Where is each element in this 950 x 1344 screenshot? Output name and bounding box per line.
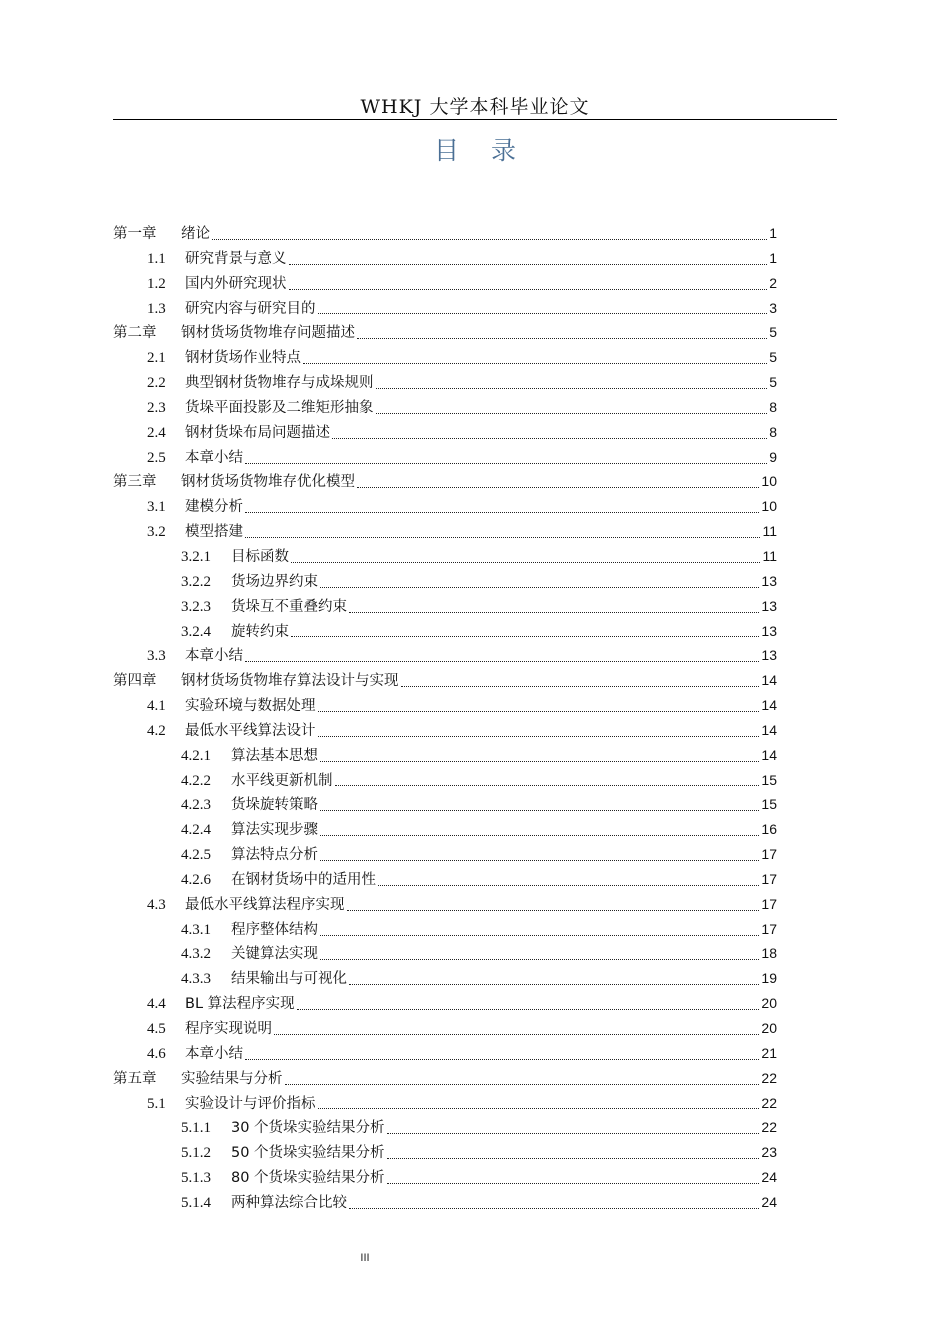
dot-leader (318, 736, 760, 737)
page-number: III (360, 1252, 370, 1264)
dot-leader (320, 860, 759, 861)
toc-entry-title: 实验结果与分析 (181, 1070, 283, 1087)
toc-entry-number: 3.2 (147, 524, 166, 541)
toc-entry-page: 10 (761, 473, 777, 490)
toc-entry-title: 研究内容与研究目的 (185, 300, 316, 317)
toc-entry-page: 20 (761, 1020, 777, 1036)
toc-entry-title: 钢材货场货物堆存算法设计与实现 (181, 673, 399, 690)
dot-leader (297, 1009, 760, 1010)
toc-entry-title: 钢材货垛布局问题描述 (185, 424, 330, 441)
toc-entry-number: 3.3 (147, 648, 166, 665)
toc-entry-page: 11 (762, 547, 777, 564)
toc-entry-number: 第五章 (113, 1070, 157, 1087)
toc-entry[interactable] (113, 867, 777, 892)
toc-entry-title: 国内外研究现状 (185, 275, 287, 292)
toc-entry-title: 水平线更新机制 (231, 772, 333, 789)
toc-entry-title: 算法实现步骤 (231, 822, 318, 839)
toc-entry-page: 8 (769, 423, 777, 440)
toc-entry[interactable] (113, 271, 777, 296)
toc-entry-page: 13 (761, 647, 777, 664)
dot-leader (320, 935, 759, 936)
toc-entry-number: 5.1 (147, 1095, 166, 1112)
toc-entry-title: 钢材货场货物堆存问题描述 (181, 325, 355, 342)
toc-entry-title: 货垛旋转策略 (231, 797, 318, 814)
toc-entry-title: 旋转约束 (231, 623, 289, 640)
toc-entry-title: 本章小结 (185, 449, 243, 466)
toc-entry-title: 绪论 (181, 226, 210, 242)
toc-entry-number: 4.3.3 (181, 971, 211, 988)
toc-entry-number: 3.2.3 (181, 598, 211, 615)
toc-entry[interactable] (113, 768, 777, 793)
toc-entry-page: 2 (769, 274, 777, 291)
toc-entry-number: 4.2.2 (181, 772, 211, 789)
toc-entry-page: 21 (761, 1044, 777, 1061)
toc-entry[interactable] (113, 966, 777, 991)
dot-leader (285, 1084, 760, 1085)
dot-leader (357, 487, 759, 488)
toc-entry[interactable] (113, 817, 777, 842)
toc-entry[interactable] (113, 544, 777, 569)
dot-leader (349, 984, 759, 985)
toc-entry-page: 22 (761, 1094, 777, 1111)
toc-entry-page: 14 (761, 746, 777, 763)
toc-entry-number: 2.3 (147, 399, 166, 416)
toc-entry-number: 第四章 (113, 673, 157, 690)
toc-entry-title: 关键算法实现 (231, 946, 318, 963)
dot-leader (387, 1158, 760, 1159)
toc-entry-number: 4.2.1 (181, 747, 211, 764)
table-of-contents (113, 221, 777, 1215)
toc-entry-title: 本章小结 (185, 648, 243, 665)
dot-leader (318, 1108, 760, 1109)
toc-entry-page: 22 (761, 1119, 777, 1136)
toc-entry-number: 5.1.4 (181, 1194, 211, 1211)
toc-entry-title: 程序实现说明 (185, 1021, 272, 1037)
toc-entry-number: 4.2.3 (181, 797, 211, 814)
toc-entry-page: 5 (769, 374, 777, 391)
toc-entry-number: 5.1.2 (181, 1145, 211, 1162)
toc-entry[interactable] (113, 842, 777, 867)
toc-entry-number: 4.3.1 (181, 921, 211, 938)
toc-entry-number: 4.1 (147, 698, 166, 715)
toc-entry[interactable] (113, 1066, 777, 1091)
toc-entry[interactable] (113, 941, 777, 966)
toc-entry-number: 2.2 (147, 375, 166, 392)
toc-entry-page: 8 (769, 398, 777, 415)
toc-entry[interactable] (113, 1165, 777, 1190)
toc-entry-title: 货垛平面投影及二维矩形抽象 (185, 399, 374, 416)
toc-entry-page: 24 (761, 1193, 777, 1210)
toc-entry[interactable] (113, 519, 777, 544)
header-rule (113, 119, 837, 120)
toc-entry-page: 15 (761, 771, 777, 788)
toc-entry-number: 4.2.5 (181, 847, 211, 864)
toc-entry-title: 实验设计与评价指标 (185, 1095, 316, 1112)
dot-leader (245, 1059, 759, 1060)
toc-entry-number: 4.2.6 (181, 871, 211, 888)
dot-leader (357, 338, 767, 339)
toc-entry-number: 1.3 (147, 300, 166, 317)
dot-leader (320, 959, 759, 960)
toc-entry[interactable] (113, 1190, 777, 1215)
toc-entry[interactable] (113, 320, 777, 345)
dot-leader (320, 587, 759, 588)
dot-leader (335, 785, 760, 786)
toc-entry-page: 17 (761, 870, 777, 887)
toc-entry[interactable] (113, 668, 777, 693)
dot-leader (332, 438, 767, 439)
toc-entry[interactable] (113, 246, 777, 271)
toc-entry-title: 最低水平线算法设计 (185, 722, 316, 739)
toc-entry-title: 研究背景与意义 (185, 250, 287, 267)
running-header: WHKJ 大学本科毕业论文 (360, 96, 590, 118)
dot-leader (245, 661, 759, 662)
toc-entry[interactable] (113, 892, 777, 917)
toc-entry-page: 10 (761, 498, 777, 515)
toc-entry-page: 14 (761, 672, 777, 689)
toc-entry-page: 17 (761, 895, 777, 912)
toc-entry-title: 在钢材货场中的适用性 (231, 871, 376, 888)
toc-entry[interactable] (113, 1115, 777, 1140)
toc-title: 目 录 (434, 136, 528, 165)
dot-leader (376, 413, 768, 414)
toc-entry-number: 5.1.1 (181, 1120, 211, 1137)
toc-entry-page: 5 (769, 324, 777, 341)
toc-entry-page: 22 (761, 1069, 777, 1086)
toc-entry-title: 典型钢材货物堆存与成垛规则 (185, 375, 374, 392)
toc-entry-page: 14 (761, 721, 777, 738)
toc-entry-title: 最低水平线算法程序实现 (185, 896, 345, 913)
toc-entry-number: 第一章 (113, 226, 157, 242)
toc-entry-title: 货场边界约束 (231, 573, 318, 590)
toc-entry[interactable] (113, 718, 777, 743)
toc-entry[interactable] (113, 743, 777, 768)
toc-entry-number: 1.2 (147, 275, 166, 292)
toc-entry-number: 4.3 (147, 896, 166, 913)
toc-entry[interactable] (113, 494, 777, 519)
toc-entry-number: 第三章 (113, 474, 157, 491)
dot-leader (245, 512, 759, 513)
toc-entry-title: 算法基本思想 (231, 747, 318, 764)
dot-leader (289, 289, 768, 290)
toc-entry-number: 3.2.1 (181, 548, 211, 565)
toc-entry-page: 14 (761, 697, 777, 714)
toc-entry-number: 3.2.2 (181, 573, 211, 590)
toc-entry[interactable] (113, 693, 777, 718)
toc-entry[interactable] (113, 395, 777, 420)
toc-entry-number: 4.2 (147, 722, 166, 739)
dot-leader (245, 537, 760, 538)
dot-leader (274, 1034, 759, 1035)
toc-entry-title: 30 个货垛实验结果分析 (231, 1120, 385, 1137)
dot-leader (320, 810, 759, 811)
toc-entry-page: 16 (761, 821, 777, 838)
toc-entry[interactable] (113, 296, 777, 321)
toc-entry-title: 钢材货场作业特点 (185, 350, 301, 367)
dot-leader (347, 910, 760, 911)
toc-entry[interactable] (113, 370, 777, 395)
toc-entry-title: BL 算法程序实现 (185, 996, 295, 1013)
toc-entry-page: 1 (769, 249, 777, 266)
toc-entry[interactable] (113, 1016, 777, 1041)
dot-leader (289, 264, 768, 265)
toc-entry-title: 钢材货场货物堆存优化模型 (181, 474, 355, 491)
toc-entry-title: 实验环境与数据处理 (185, 698, 316, 715)
toc-entry[interactable] (113, 594, 777, 619)
toc-entry-title: 目标函数 (231, 548, 289, 565)
toc-entry-number: 4.5 (147, 1021, 166, 1037)
toc-entry-title: 两种算法综合比较 (231, 1194, 347, 1211)
toc-entry-page: 13 (761, 622, 777, 639)
toc-entry[interactable] (113, 1041, 777, 1066)
dot-leader (303, 363, 767, 364)
dot-leader (291, 562, 760, 563)
toc-entry[interactable] (113, 619, 777, 644)
toc-entry-page: 15 (761, 796, 777, 813)
toc-entry-title: 结果输出与可视化 (231, 971, 347, 988)
dot-leader (376, 388, 768, 389)
toc-entry-page: 24 (761, 1169, 777, 1186)
toc-entry-page: 19 (761, 970, 777, 987)
toc-entry[interactable] (113, 1140, 777, 1165)
toc-entry-page: 9 (769, 448, 777, 465)
toc-entry-page: 17 (761, 920, 777, 937)
toc-entry-number: 2.1 (147, 350, 166, 367)
toc-entry-page: 3 (769, 299, 777, 316)
toc-entry-title: 货垛互不重叠约束 (231, 598, 347, 615)
toc-entry[interactable] (113, 917, 777, 942)
toc-entry-number: 3.1 (147, 499, 166, 516)
toc-entry-page: 1 (769, 225, 777, 241)
toc-entry[interactable] (113, 643, 777, 668)
dot-leader (378, 885, 759, 886)
toc-entry-page: 5 (769, 349, 777, 366)
toc-entry-number: 4.3.2 (181, 946, 211, 963)
dot-leader (318, 313, 768, 314)
toc-entry[interactable] (113, 445, 777, 470)
toc-entry-number: 5.1.3 (181, 1170, 211, 1187)
toc-entry-number: 4.2.4 (181, 822, 211, 839)
toc-entry-page: 13 (761, 572, 777, 589)
dot-leader (212, 239, 767, 240)
toc-entry[interactable] (113, 792, 777, 817)
dot-leader (349, 612, 759, 613)
toc-entry-number: 2.5 (147, 449, 166, 466)
dot-leader (387, 1133, 760, 1134)
toc-entry-page: 18 (761, 945, 777, 962)
dot-leader (245, 463, 767, 464)
dot-leader (318, 711, 760, 712)
toc-entry-title: 程序整体结构 (231, 921, 318, 938)
dot-leader (401, 686, 760, 687)
toc-entry-title: 算法特点分析 (231, 847, 318, 864)
toc-entry-title: 80 个货垛实验结果分析 (231, 1170, 385, 1187)
toc-entry[interactable] (113, 345, 777, 370)
toc-entry-page: 13 (761, 597, 777, 614)
toc-entry[interactable] (113, 1091, 777, 1116)
dot-leader (387, 1183, 760, 1184)
toc-entry-page: 11 (762, 523, 777, 540)
toc-entry-number: 2.4 (147, 424, 166, 441)
toc-entry-page: 20 (761, 995, 777, 1012)
toc-entry[interactable] (113, 469, 777, 494)
toc-entry[interactable] (113, 221, 777, 246)
toc-entry-number: 3.2.4 (181, 623, 211, 640)
toc-entry-title: 建模分析 (185, 499, 243, 516)
toc-entry-number: 第二章 (113, 325, 157, 342)
dot-leader (349, 1208, 759, 1209)
toc-entry-number: 4.4 (147, 996, 166, 1013)
toc-entry-page: 17 (761, 846, 777, 863)
toc-entry[interactable] (113, 991, 777, 1016)
toc-entry[interactable] (113, 420, 777, 445)
dot-leader (320, 761, 759, 762)
toc-entry-page: 23 (761, 1144, 777, 1161)
toc-entry[interactable] (113, 569, 777, 594)
dot-leader (291, 636, 759, 637)
toc-entry-title: 模型搭建 (185, 524, 243, 541)
dot-leader (320, 835, 759, 836)
toc-entry-number: 4.6 (147, 1045, 166, 1062)
toc-entry-number: 1.1 (147, 250, 166, 267)
toc-entry-title: 本章小结 (185, 1045, 243, 1062)
toc-entry-title: 50 个货垛实验结果分析 (231, 1145, 385, 1162)
